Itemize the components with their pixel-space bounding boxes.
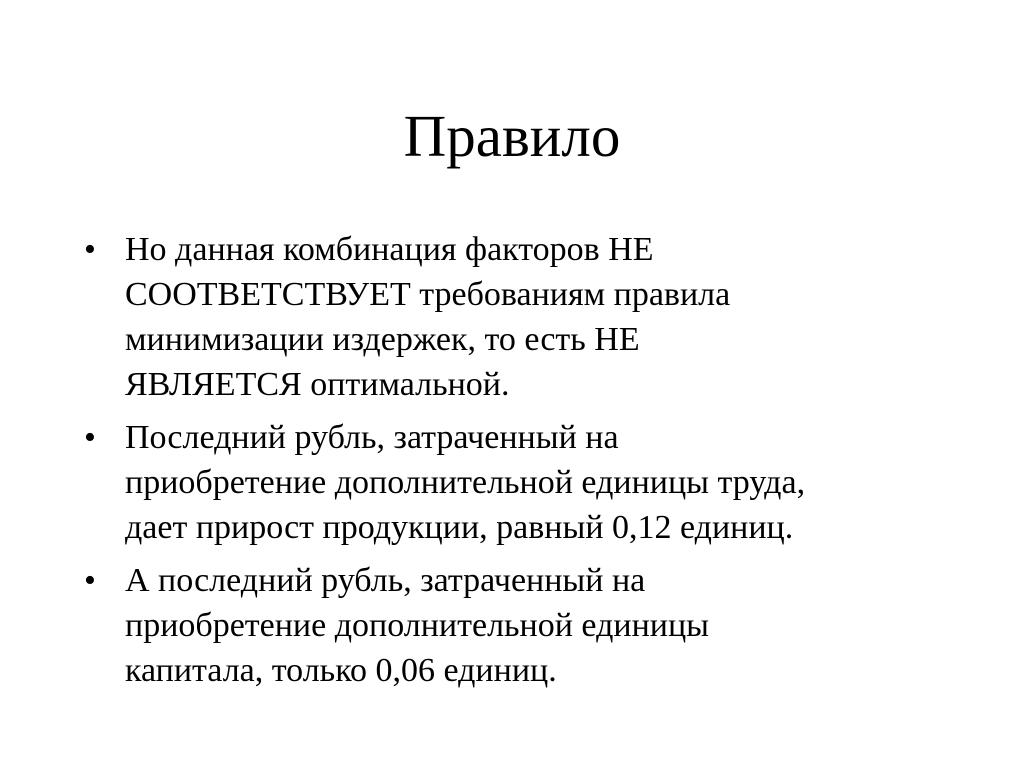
bullet-line: приобретение дополнительной единицы bbox=[125, 607, 709, 644]
bullet-line: Последний рубль, затраченный на bbox=[125, 419, 619, 456]
bullet-line: ЯВЛЯЕТСЯ оптимальной. bbox=[125, 366, 510, 403]
bullet-line: минимизации издержек, то есть НЕ bbox=[125, 321, 640, 358]
bullet-line: приобретение дополнительной единицы труда, bbox=[125, 464, 806, 501]
bullet-list bbox=[80, 227, 960, 701]
bullet-marker: • bbox=[84, 419, 96, 456]
bullet-line: дает прирост продукции, равный 0,12 единиц. bbox=[125, 509, 794, 546]
bullet-line: капитала, только 0,06 единиц. bbox=[125, 652, 557, 689]
bullet-marker: • bbox=[84, 231, 96, 268]
bullet-marker: • bbox=[84, 562, 96, 599]
slide-title: Правило bbox=[403, 103, 621, 169]
bullet-line: А последний рубль, затраченный на bbox=[125, 562, 646, 599]
bullet-item-3 bbox=[80, 558, 960, 693]
bullet-item-1 bbox=[80, 227, 960, 407]
bullet-line: СООТВЕТСТВУЕТ требованиям правила bbox=[125, 276, 731, 313]
bullet-line: Но данная комбинация факторов НЕ bbox=[125, 231, 654, 268]
bullet-item-2 bbox=[80, 415, 960, 550]
